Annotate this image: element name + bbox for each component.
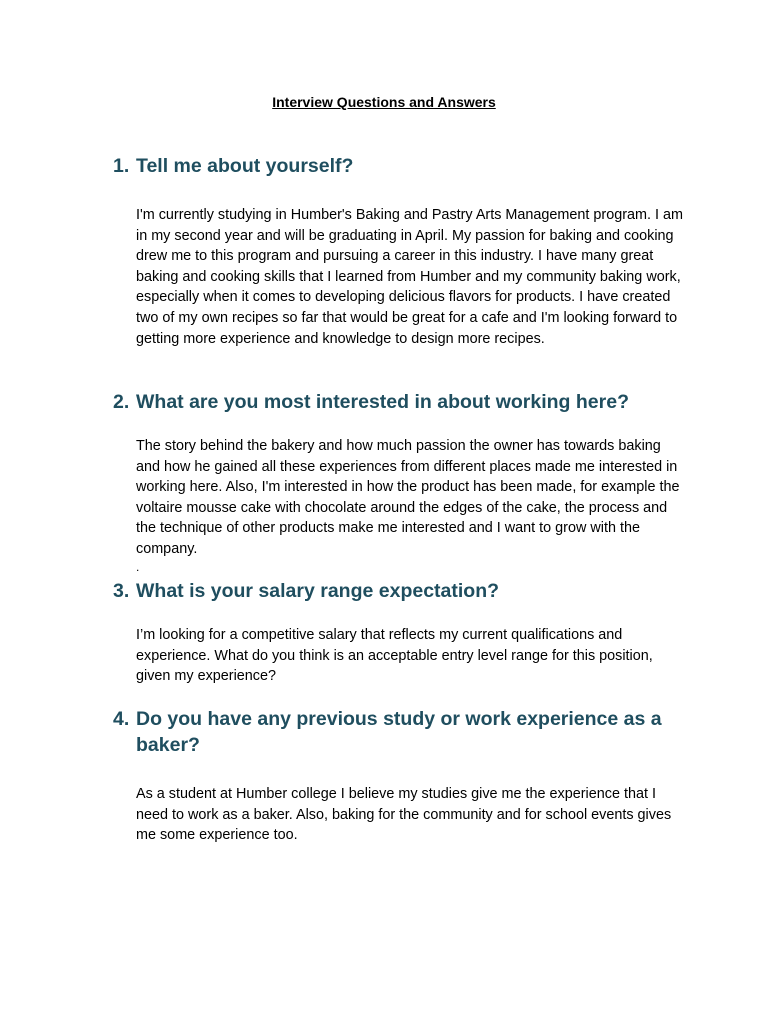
question-3 [113,578,693,604]
question-text: Tell me about yourself? [136,155,354,177]
question-4 [113,706,693,758]
stray-period: . [136,560,140,574]
question-number: 4. [113,708,130,730]
answer-1: I'm currently studying in Humber's Baking and Pastry Arts Management program. I am in my second year and will be graduating in April. My passion for baking and cooking drew me to this program and pursuing a career in this industry. I have many great baking and cooking skills that I learned from Humber and my community baking work, especially when it comes to developing delicious flavors for products. I have created two of my own recipes so far that would be great for a cafe and I'm looking forward to getting more experience and knowledge to design more recipes. [136,207,683,347]
qa-item-1 [113,153,693,179]
question-2 [113,389,693,415]
question-1 [113,153,693,179]
question-number: 1. [113,155,130,177]
answer-4: As a student at Humber college I believe my studies give me the experience that I need to work as a baker. Also, baking for the community and for school events gives me some experience too. [136,786,672,844]
qa-item-3 [113,578,693,604]
question-number: 3. [113,580,130,602]
answer-2: The story behind the bakery and how much passion the owner has towards baking and how he gained all these experiences from different places made me interested in working here. Also, I'm interested in how the product has been made, for example the voltaire mousse cake with chocolate around the edges of the cake, the process and the technique of other products make me interested and I want to grow with the company. [136,438,680,557]
page-title: Interview Questions and Answers [272,94,496,110]
qa-item-4 [113,706,693,758]
answer-block-2 [113,436,693,560]
question-text: What is your salary range expectation? [136,580,500,602]
answer-block-1 [113,205,693,349]
qa-item-2 [113,389,693,415]
question-text: What are you most interested in about working here? [136,391,629,413]
answer-block-4 [113,784,693,846]
answer-3: I’m looking for a competitive salary that reflects my current qualifications and experience. What do you think is an acceptable entry level range for this position, given my experience? [136,627,653,685]
answer-block-3 [113,625,693,687]
question-text: Do you have any previous study or work experience as a baker? [136,708,662,756]
question-number: 2. [113,391,130,413]
